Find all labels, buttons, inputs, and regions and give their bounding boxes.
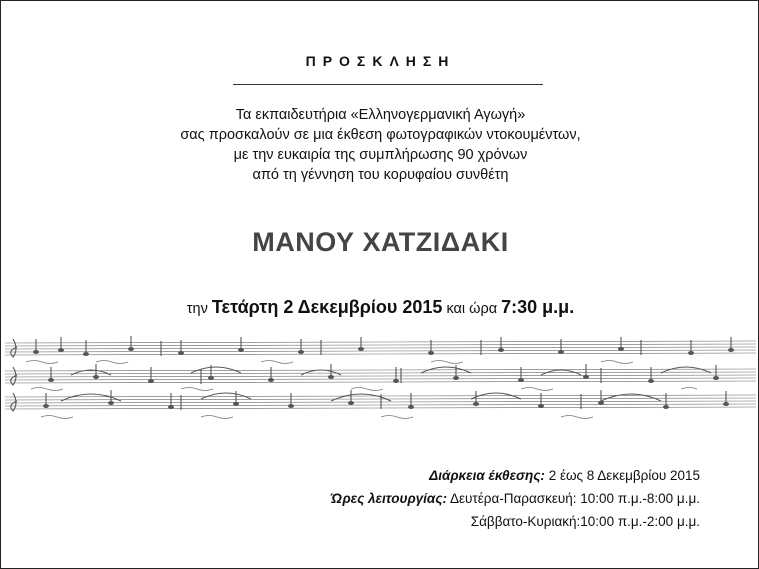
intro-line: σας προσκαλούν σε μια έκθεση φωτογραφικών ντοκουμέντων,	[180, 127, 581, 143]
weekend-hours: Σάββατο-Κυριακή:10:00 π.μ.-2:00 μ.μ.	[470, 514, 700, 529]
exhibition-details	[331, 464, 700, 533]
music-score-image	[1, 331, 759, 423]
intro-line: από τη γέννηση του κορυφαίου συνθέτη	[252, 167, 509, 183]
invitation-title: ΠΡΟΣΚΛΗΣΗ	[305, 53, 456, 69]
weekend-hours-row	[331, 510, 700, 533]
hours-row	[331, 487, 700, 510]
intro-line: με την ευκαιρία της συμπλήρωσης 90 χρόνων	[233, 147, 528, 163]
time-connector: και ώρα	[446, 301, 498, 317]
title-divider	[233, 84, 543, 85]
duration-row	[331, 464, 700, 487]
event-time: 7:30 μ.μ.	[501, 297, 575, 317]
event-date: Τετάρτη 2 Δεκεμβρίου 2015	[211, 297, 443, 317]
date-prefix: την	[186, 301, 208, 317]
honoree-name: ΜΑΝΟΥ ΧΑΤΖΙΔΑΚΙ	[252, 227, 509, 257]
duration-label: Διάρκεια έκθεσης:	[429, 468, 545, 483]
duration-value: 2 έως 8 Δεκεμβρίου 2015	[548, 468, 700, 483]
intro-line: Τα εκπαιδευτήρια «Ελληνογερμανική Αγωγή»	[235, 107, 526, 123]
hours-label: Ώρες λειτουργίας:	[331, 491, 447, 506]
intro-text	[1, 105, 759, 185]
weekday-hours: Δευτέρα-Παρασκευή: 10:00 π.μ.-8:00 μ.μ.	[450, 491, 700, 506]
event-datetime	[1, 297, 759, 318]
